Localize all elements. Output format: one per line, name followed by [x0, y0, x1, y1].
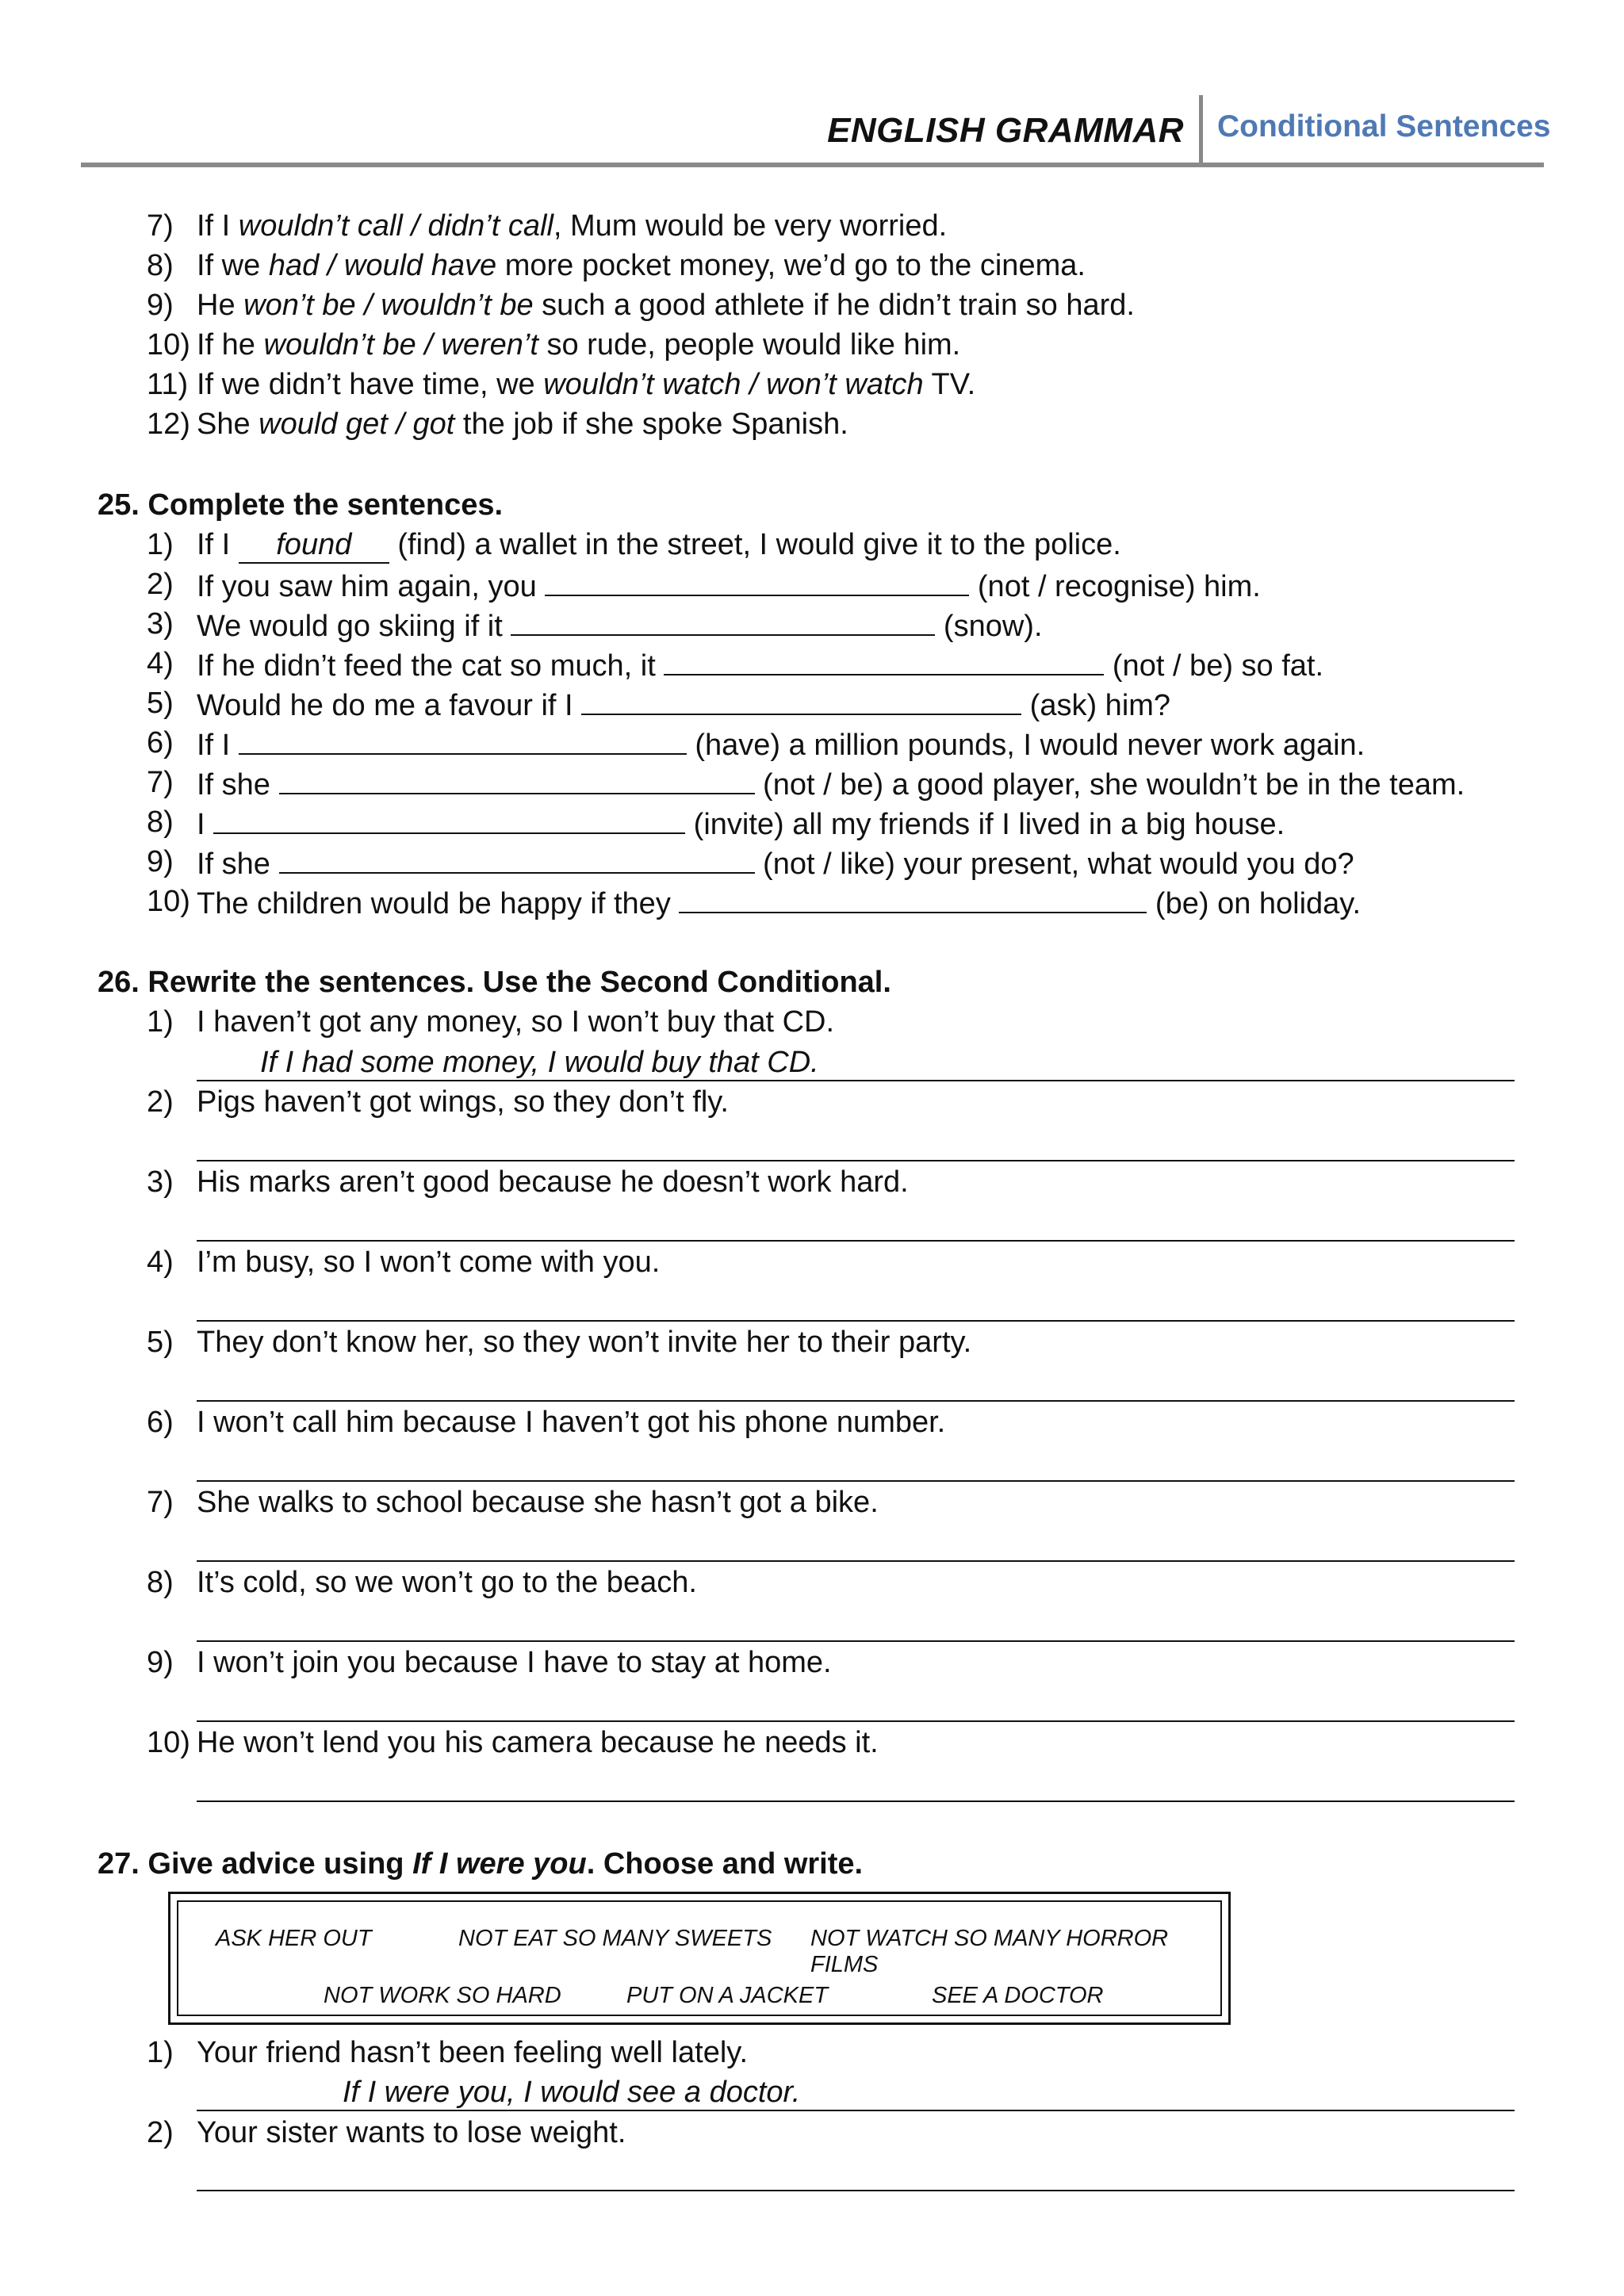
- item-number: 6): [147, 726, 174, 760]
- item-text: the job if she spoke Spanish.: [454, 408, 848, 441]
- item-text: I won’t call him because I haven’t got his phone number.: [197, 1406, 946, 1439]
- word-option: NOT EAT SO MANY SWEETS: [458, 1926, 772, 1951]
- exercise-heading: [98, 1844, 863, 1884]
- item-text: TV.: [923, 368, 976, 401]
- option-choice[interactable]: won’t be / wouldn’t be: [243, 289, 534, 322]
- item-text: (snow).: [935, 610, 1043, 643]
- answer-blank[interactable]: [679, 882, 1147, 913]
- item-text: If he: [197, 328, 264, 362]
- answer-line[interactable]: [197, 1160, 1515, 1161]
- exercise-heading: 25. Complete the sentences.: [98, 488, 504, 522]
- item-text: (ask) him?: [1021, 689, 1171, 722]
- item-text: (not / be) a good player, she wouldn’t be in the team.: [754, 768, 1465, 802]
- item-text: If I: [197, 528, 239, 561]
- item-number: 9): [147, 845, 174, 878]
- header-title: ENGLISH GRAMMAR: [827, 111, 1184, 150]
- item-text: (invite) all my friends if I lived in a big house.: [685, 808, 1285, 841]
- answer-line[interactable]: [197, 2110, 1515, 2111]
- item-text: They don’t know her, so they won’t invite her to their party.: [197, 1326, 972, 1359]
- item-number: 5): [147, 687, 174, 720]
- header-rule: [81, 163, 1544, 167]
- option-choice[interactable]: wouldn’t call / didn’t call: [238, 209, 553, 243]
- item-text: It’s cold, so we won’t go to the beach.: [197, 1566, 697, 1599]
- answer-line[interactable]: [197, 2190, 1515, 2191]
- item-number: 10): [147, 885, 190, 918]
- item-text: Would he do me a favour if I: [197, 689, 582, 722]
- item-number: 1): [147, 528, 174, 561]
- answer-line[interactable]: [197, 1480, 1515, 1482]
- item-text: If I: [197, 729, 239, 762]
- item-text: Pigs haven’t got wings, so they don’t fly.: [197, 1085, 729, 1119]
- item-number: 2): [147, 1085, 174, 1119]
- word-box: [168, 1892, 1231, 2025]
- item-text: If I: [197, 209, 239, 243]
- answer-line[interactable]: [197, 1720, 1515, 1722]
- item-text: Your friend hasn’t been feeling well lately.: [197, 2036, 749, 2069]
- item-number: 1): [147, 1005, 174, 1039]
- item-number: 2): [147, 2116, 174, 2149]
- item-text: so rude, people would like him.: [538, 328, 961, 362]
- item-text: We would go skiing if it: [197, 610, 511, 643]
- answer-line[interactable]: [197, 1640, 1515, 1642]
- item-text: Your sister wants to lose weight.: [197, 2116, 626, 2149]
- answer-blank[interactable]: [581, 683, 1021, 715]
- answer-blank[interactable]: [239, 723, 687, 755]
- item-text: If he didn’t feed the cat so much, it: [197, 649, 665, 683]
- item-text: If she: [197, 768, 279, 802]
- answer-line[interactable]: [197, 1080, 1515, 1081]
- item-text: If she: [197, 848, 279, 881]
- item-text: If we: [197, 249, 269, 282]
- word-option: NOT WATCH SO MANY HORROR FILMS: [810, 1926, 1169, 1977]
- word-option: PUT ON A JACKET: [626, 1983, 829, 2008]
- item-text: He won’t lend you his camera because he needs it.: [197, 1726, 879, 1759]
- item-number: 9): [147, 1646, 174, 1679]
- option-choice[interactable]: had / would have: [268, 249, 497, 282]
- answer-line[interactable]: [197, 1240, 1515, 1242]
- item-number: 8): [147, 249, 174, 282]
- item-number: 5): [147, 1326, 174, 1359]
- item-number: 1): [147, 2036, 174, 2069]
- answer-line[interactable]: [197, 1800, 1515, 1802]
- item-text: (find) a wallet in the street, I would give it to the police.: [389, 528, 1121, 561]
- item-number: 10): [147, 1726, 190, 1759]
- word-option: NOT WORK SO HARD: [324, 1983, 561, 2008]
- heading-text: . Choose and write.: [586, 1847, 864, 1881]
- item-text: more pocket money, we’d go to the cinema.: [496, 249, 1086, 282]
- item-number: 8): [147, 1566, 174, 1599]
- item-text: (be) on holiday.: [1147, 887, 1362, 920]
- header-subtitle: Conditional Sentences: [1217, 109, 1551, 144]
- answer-blank[interactable]: [213, 802, 685, 834]
- answer-blank[interactable]: [664, 644, 1104, 675]
- item-number: 2): [147, 568, 174, 601]
- item-text: He: [197, 289, 244, 322]
- option-choice[interactable]: wouldn’t watch / won’t watch: [543, 368, 924, 401]
- answer-line[interactable]: [197, 1320, 1515, 1322]
- answer-text[interactable]: If I were you, I would see a doctor.: [343, 2076, 801, 2109]
- answer-blank[interactable]: [279, 763, 755, 794]
- item-number: 3): [147, 607, 174, 641]
- item-text: She: [197, 408, 259, 441]
- item-text: His marks aren’t good because he doesn’t work hard.: [197, 1165, 909, 1199]
- item-number: 7): [147, 766, 174, 799]
- item-text: I haven’t got any money, so I won’t buy that CD.: [197, 1005, 835, 1039]
- exercise-heading: 26. Rewrite the sentences. Use the Second Conditional.: [98, 966, 891, 999]
- item-number: 6): [147, 1406, 174, 1439]
- answer-blank[interactable]: [545, 564, 969, 596]
- item-text: such a good athlete if he didn’t train so hard.: [533, 289, 1135, 322]
- item-number: 10): [147, 328, 190, 362]
- answer-line[interactable]: [197, 1400, 1515, 1402]
- heading-text: 27. Give advice using: [98, 1847, 413, 1881]
- item-text: (not / be) so fat.: [1104, 649, 1324, 683]
- item-number: 11): [147, 368, 189, 401]
- item-text: If we didn’t have time, we: [197, 368, 544, 401]
- answer-blank[interactable]: [279, 842, 755, 874]
- item-number: 12): [147, 408, 190, 441]
- word-option: SEE A DOCTOR: [932, 1983, 1104, 2008]
- item-text: If you saw him again, you: [197, 570, 546, 603]
- answer-line[interactable]: [197, 1560, 1515, 1562]
- item-text: (not / recognise) him.: [969, 570, 1261, 603]
- item-text: She walks to school because she hasn’t got a bike.: [197, 1486, 879, 1519]
- item-number: 7): [147, 209, 174, 243]
- item-text: I: [197, 808, 214, 841]
- item-text: (have) a million pounds, I would never work again.: [686, 729, 1365, 762]
- heading-italic-text: If I were you: [412, 1847, 587, 1881]
- item-text: The children would be happy if they: [197, 887, 680, 920]
- header-separator: [1199, 95, 1203, 166]
- item-number: 4): [147, 1246, 174, 1279]
- item-text: I’m busy, so I won’t come with you.: [197, 1246, 661, 1279]
- item-text: I won’t join you because I have to stay at home.: [197, 1646, 832, 1679]
- answer-blank[interactable]: [511, 604, 935, 636]
- answer-text[interactable]: If I had some money, I would buy that CD.: [260, 1046, 819, 1079]
- item-text: , Mum would be very worried.: [553, 209, 948, 243]
- item-text: (not / like) your present, what would you do?: [754, 848, 1354, 881]
- item-number: 3): [147, 1165, 174, 1199]
- item-number: 4): [147, 647, 174, 680]
- item-number: 7): [147, 1486, 174, 1519]
- word-option: ASK HER OUT: [216, 1926, 372, 1951]
- item-number: 9): [147, 289, 174, 322]
- option-choice[interactable]: would get / got: [259, 408, 455, 441]
- item-number: 8): [147, 806, 174, 839]
- option-choice[interactable]: wouldn’t be / weren’t: [263, 328, 538, 362]
- answer-blank[interactable]: found: [239, 527, 389, 564]
